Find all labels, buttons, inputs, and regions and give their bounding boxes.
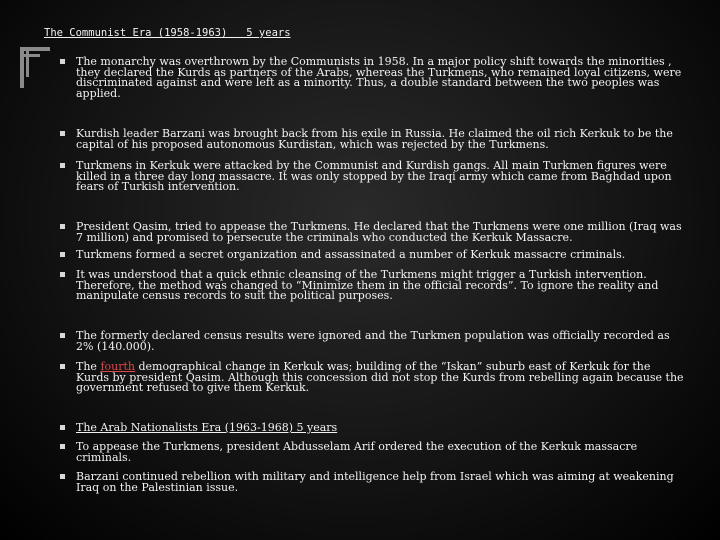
list-item <box>60 442 686 463</box>
bullet-text: The monarchy was overthrown by the Communists in 1958. In a major policy shift towards the minorities , they declared the Kurds as partners of the Arabs, whereas the Turkmens, who remained loyal citizens, were discriminated against and were left as a minority. Thus, a double standard between the two peoples was applied. <box>76 55 682 100</box>
bullet-icon <box>60 272 65 277</box>
bullet-icon <box>60 333 65 338</box>
bullet-text: Barzani continued rebellion with military and intelligence help from Israel which was aiming at weakening Iraq on the Palestinian issue. <box>76 470 674 494</box>
list-item <box>60 57 686 99</box>
list-item <box>60 362 686 394</box>
section-heading: The Arab Nationalists Era (1963-1968) 5 years <box>76 421 338 434</box>
list-item <box>60 472 686 493</box>
list-item <box>60 161 686 193</box>
bullet-icon <box>60 444 65 449</box>
bullet-text: It was understood that a quick ethnic cleansing of the Turkmens might trigger a Turkish intervention. Therefore, the method was changed to “Minimize them in the official records”. To ignore the reality and manipulate census records to suit the political purposes. <box>76 268 659 302</box>
bullet-icon <box>60 224 65 229</box>
bullet-text-after: demographical change in Kerkuk was; building of the “Iskan” suburb east of Kerkuk for the Kurds by president Qasim. Although this concession did not stop the Kurds from rebelling again because the government refused to give them Kerkuk. <box>76 360 684 394</box>
bullet-icon <box>60 474 65 479</box>
list-item <box>60 222 686 243</box>
bullet-icon <box>60 131 65 136</box>
corner-decoration <box>20 47 50 51</box>
bullet-text <box>76 362 686 394</box>
bullet-text: The formerly declared census results were ignored and the Turkmen population was officially recorded as 2% (140.000). <box>76 329 670 353</box>
highlighted-word: fourth <box>100 360 135 373</box>
bullet-icon <box>60 425 65 430</box>
list-item <box>60 250 686 261</box>
bullet-icon <box>60 163 65 168</box>
bullet-icon <box>60 364 65 369</box>
bullet-text-before: The <box>76 360 101 373</box>
bullet-text: Kurdish leader Barzani was brought back from his exile in Russia. He claimed the oil rich Kerkuk to be the capital of his proposed autonomous Kurdistan, which was rejected by the Turkmens. <box>76 127 673 151</box>
bullet-text: President Qasim, tried to appease the Turkmens. He declared that the Turkmens were one million (Iraq was 7 million) and promised to persecute the criminals who conducted the Kerkuk Massacre. <box>76 220 682 244</box>
bullet-text: Turkmens formed a secret organization and assassinated a number of Kerkuk massacre criminals. <box>76 248 626 261</box>
bullet-text: Turkmens in Kerkuk were attacked by the Communist and Kurdish gangs. All main Turkmen figures were killed in a three day long massacre. It was only stopped by the Iraqi army which came from Baghdad upon fears of Turkish intervention. <box>76 159 672 193</box>
list-item <box>60 270 686 302</box>
list-item <box>60 423 686 434</box>
corner-decoration <box>26 47 29 77</box>
bullet-icon <box>60 252 65 257</box>
list-item <box>60 129 686 150</box>
list-item <box>60 331 686 352</box>
bullet-text: To appease the Turkmens, president Abdusselam Arif ordered the execution of the Kerkuk massacre criminals. <box>76 440 638 464</box>
corner-decoration <box>20 54 40 57</box>
bullet-icon <box>60 59 65 64</box>
slide-title: The Communist Era (1958-1963) 5 years <box>44 27 291 39</box>
